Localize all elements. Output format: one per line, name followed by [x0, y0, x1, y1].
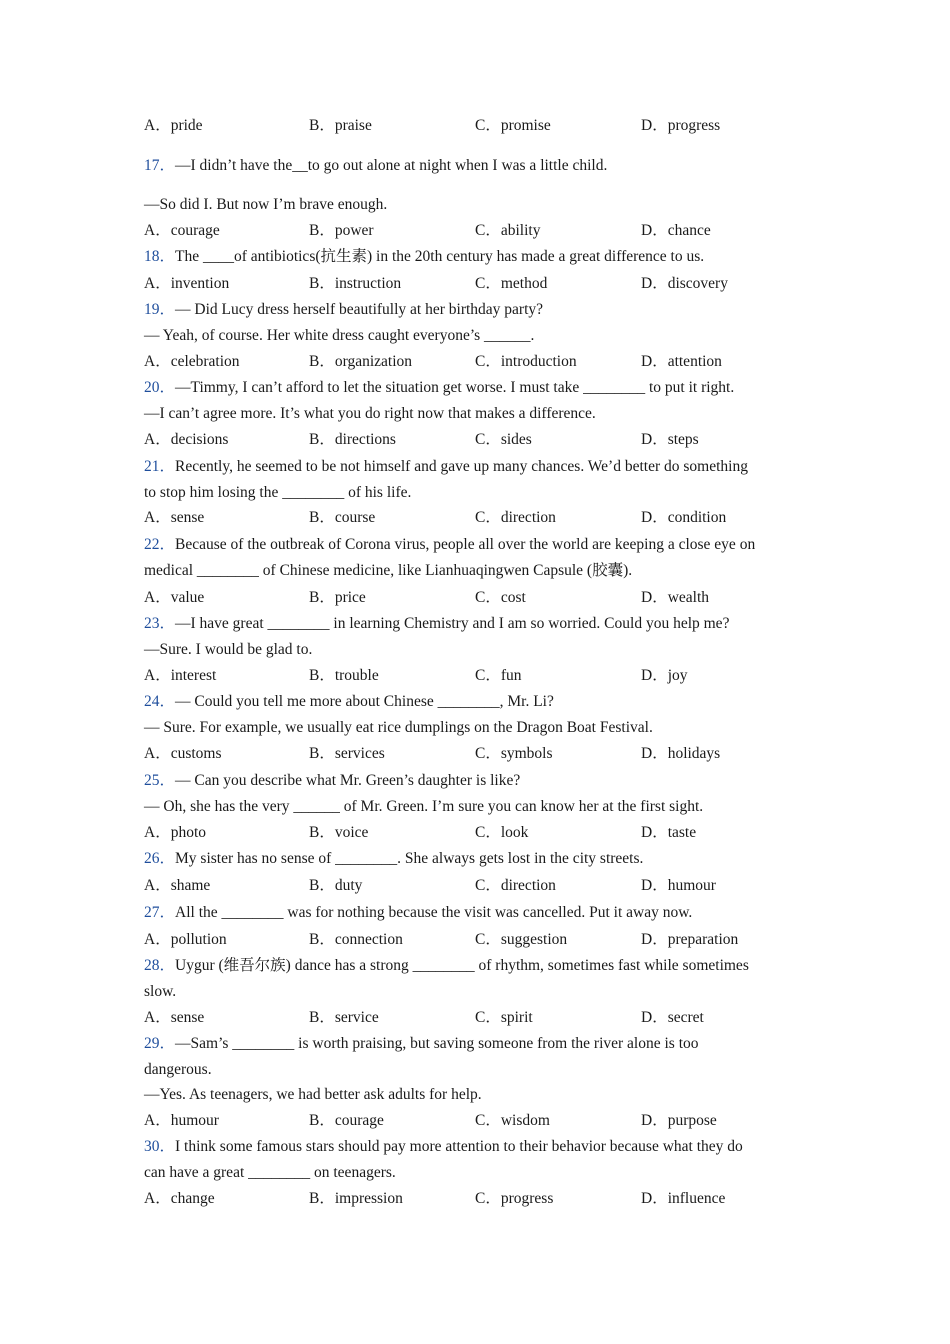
q24-option-c: C．symbols [475, 745, 553, 762]
q27-option-d: D．preparation [641, 931, 739, 948]
q29-option-a: A．humour [144, 1112, 219, 1129]
q26-options [144, 876, 814, 896]
q20-options [144, 430, 814, 450]
q21-text: Recently, he seemed to be not himself and gave up many chances. We’d better do something [175, 458, 748, 475]
q22-option-a: A．value [144, 589, 205, 606]
q19-options [144, 352, 814, 372]
q22-stem-line-2: medical ________ of Chinese medicine, like Lianhuaqingwen Capsule (胶囊). [144, 562, 633, 579]
q17-option-b: B．power [309, 222, 374, 239]
q21-number: 21． [144, 458, 176, 475]
q20-option-b: B．directions [309, 431, 396, 448]
q20-number: 20． [144, 379, 176, 396]
q21-option-d: D．condition [641, 509, 727, 526]
q27-text: All the ________ was for nothing because the visit was cancelled. Put it away now. [175, 904, 693, 921]
q21-option-c: C．direction [475, 509, 556, 526]
q30-stem-line-1 [144, 1137, 814, 1157]
q30-options [144, 1189, 814, 1209]
q25-options [144, 823, 814, 843]
q19-option-b: B．organization [309, 353, 413, 370]
q28-options [144, 1008, 814, 1028]
q19-option-a: A．celebration [144, 353, 240, 370]
q25-option-b: B．voice [309, 824, 369, 841]
q19-number: 19． [144, 301, 176, 318]
q25-option-d: D．taste [641, 824, 697, 841]
q20-stem-line-1 [144, 378, 814, 398]
q29-stem-line-2: dangerous. [144, 1061, 212, 1078]
q29-text: —Sam’s ________ is worth praising, but saving someone from the river alone is too [175, 1035, 699, 1052]
q30-option-c: C．progress [475, 1190, 554, 1207]
q25-option-c: C．look [475, 824, 529, 841]
q23-stem-line-2: —Sure. I would be glad to. [144, 641, 313, 658]
q24-options [144, 744, 814, 764]
q29-options [144, 1111, 814, 1131]
q16-option-d: D．progress [641, 117, 721, 134]
q23-option-b: B．trouble [309, 667, 379, 684]
q23-stem-line-1 [144, 614, 814, 634]
q24-stem-line-2: — Sure. For example, we usually eat rice dumplings on the Dragon Boat Festival. [144, 719, 653, 736]
q26-option-a: A．shame [144, 877, 211, 894]
q25-option-a: A．photo [144, 824, 207, 841]
q19-stem-line-1 [144, 300, 814, 320]
q20-option-d: D．steps [641, 431, 699, 448]
q26-stem-line-1 [144, 849, 814, 869]
q26-text: My sister has no sense of ________. She always gets lost in the city streets. [175, 850, 644, 867]
q27-option-c: C．suggestion [475, 931, 568, 948]
q27-number: 27． [144, 904, 176, 921]
q21-options [144, 508, 814, 528]
q17-stem-line-2: —So did I. But now I’m brave enough. [144, 196, 388, 213]
q22-options [144, 588, 814, 608]
q24-option-a: A．customs [144, 745, 222, 762]
q24-text: — Could you tell me more about Chinese ________, Mr. Li? [175, 693, 554, 710]
q26-option-c: C．direction [475, 877, 556, 894]
q17-text: —I didn’t have the__to go out alone at night when I was a little child. [175, 157, 608, 174]
q18-text: The ____of antibiotics(抗生素) in the 20th century has made a great difference to us. [175, 248, 705, 265]
q28-option-a: A．sense [144, 1009, 205, 1026]
q18-option-c: C．method [475, 275, 548, 292]
q30-option-b: B．impression [309, 1190, 403, 1207]
q23-number: 23． [144, 615, 176, 632]
q19-text: — Did Lucy dress herself beautifully at her birthday party? [175, 301, 544, 318]
q22-option-c: C．cost [475, 589, 526, 606]
q30-text: I think some famous stars should pay more attention to their behavior because what they do [175, 1138, 743, 1155]
q17-option-d: D．chance [641, 222, 711, 239]
q17-options [144, 221, 814, 241]
q23-text: —I have great ________ in learning Chemistry and I am so worried. Could you help me? [175, 615, 730, 632]
q22-text: Because of the outbreak of Corona virus, people all over the world are keeping a close eye on [175, 536, 756, 553]
q28-option-d: D．secret [641, 1009, 704, 1026]
q26-option-b: B．duty [309, 877, 363, 894]
q22-option-d: D．wealth [641, 589, 710, 606]
q27-option-b: B．connection [309, 931, 403, 948]
q22-stem-line-1 [144, 535, 814, 555]
q22-number: 22． [144, 536, 176, 553]
q26-number: 26． [144, 850, 176, 867]
q19-stem-line-2: — Yeah, of course. Her white dress caught everyone’s ______. [144, 327, 535, 344]
q28-number: 28． [144, 957, 176, 974]
q20-option-a: A．decisions [144, 431, 229, 448]
q24-option-b: B．services [309, 745, 385, 762]
q24-stem-line-1 [144, 692, 814, 712]
q25-stem-line-1 [144, 771, 814, 791]
q23-option-d: D．joy [641, 667, 688, 684]
q24-number: 24． [144, 693, 176, 710]
q23-option-c: C．fun [475, 667, 522, 684]
q30-option-a: A．change [144, 1190, 215, 1207]
q17-option-c: C．ability [475, 222, 541, 239]
q29-stem-line-1 [144, 1034, 814, 1054]
q28-stem-line-1 [144, 956, 814, 976]
q25-stem-line-2: — Oh, she has the very ______ of Mr. Green. I’m sure you can know her at the first sight. [144, 798, 704, 815]
q18-number: 18． [144, 248, 176, 265]
q28-option-b: B．service [309, 1009, 379, 1026]
q16-option-a: A．pride [144, 117, 203, 134]
q28-stem-line-2: slow. [144, 983, 177, 1000]
q25-text: — Can you describe what Mr. Green’s daughter is like? [175, 772, 521, 789]
q25-number: 25． [144, 772, 176, 789]
q22-option-b: B．price [309, 589, 366, 606]
q18-options [144, 274, 814, 294]
q17-number: 17． [144, 157, 176, 174]
q17-option-a: A．courage [144, 222, 220, 239]
q18-option-d: D．discovery [641, 275, 728, 292]
q26-option-d: D．humour [641, 877, 716, 894]
q23-options [144, 666, 814, 686]
q27-options [144, 930, 814, 950]
q27-stem-line-1 [144, 903, 814, 923]
q21-option-b: B．course [309, 509, 376, 526]
q30-option-d: D．influence [641, 1190, 726, 1207]
q16-option-c: C．promise [475, 117, 551, 134]
q16-options [144, 116, 814, 136]
q19-option-c: C．introduction [475, 353, 577, 370]
q29-option-c: C．wisdom [475, 1112, 550, 1129]
q18-option-a: A．invention [144, 275, 230, 292]
q18-stem-line-1 [144, 247, 814, 267]
q23-option-a: A．interest [144, 667, 217, 684]
q21-stem-line-1 [144, 457, 814, 477]
q29-number: 29． [144, 1035, 176, 1052]
q29-option-d: D．purpose [641, 1112, 717, 1129]
q18-option-b: B．instruction [309, 275, 402, 292]
q30-stem-line-2: can have a great ________ on teenagers. [144, 1164, 396, 1181]
q17-stem-line-1 [144, 156, 814, 176]
q28-option-c: C．spirit [475, 1009, 533, 1026]
q20-stem-line-2: —I can’t agree more. It’s what you do right now that makes a difference. [144, 405, 596, 422]
q21-option-a: A．sense [144, 509, 205, 526]
q16-option-b: B．praise [309, 117, 372, 134]
q28-text: Uygur (维吾尔族) dance has a strong ________ of rhythm, sometimes fast while sometimes [175, 957, 749, 974]
q20-option-c: C．sides [475, 431, 532, 448]
q24-option-d: D．holidays [641, 745, 721, 762]
q30-number: 30． [144, 1138, 176, 1155]
q20-text: —Timmy, I can’t afford to let the situation get worse. I must take ________ to put it right. [175, 379, 735, 396]
q27-option-a: A．pollution [144, 931, 227, 948]
q29-stem-line-3: —Yes. As teenagers, we had better ask adults for help. [144, 1086, 482, 1103]
q21-stem-line-2: to stop him losing the ________ of his life. [144, 484, 412, 501]
q19-option-d: D．attention [641, 353, 722, 370]
q29-option-b: B．courage [309, 1112, 384, 1129]
